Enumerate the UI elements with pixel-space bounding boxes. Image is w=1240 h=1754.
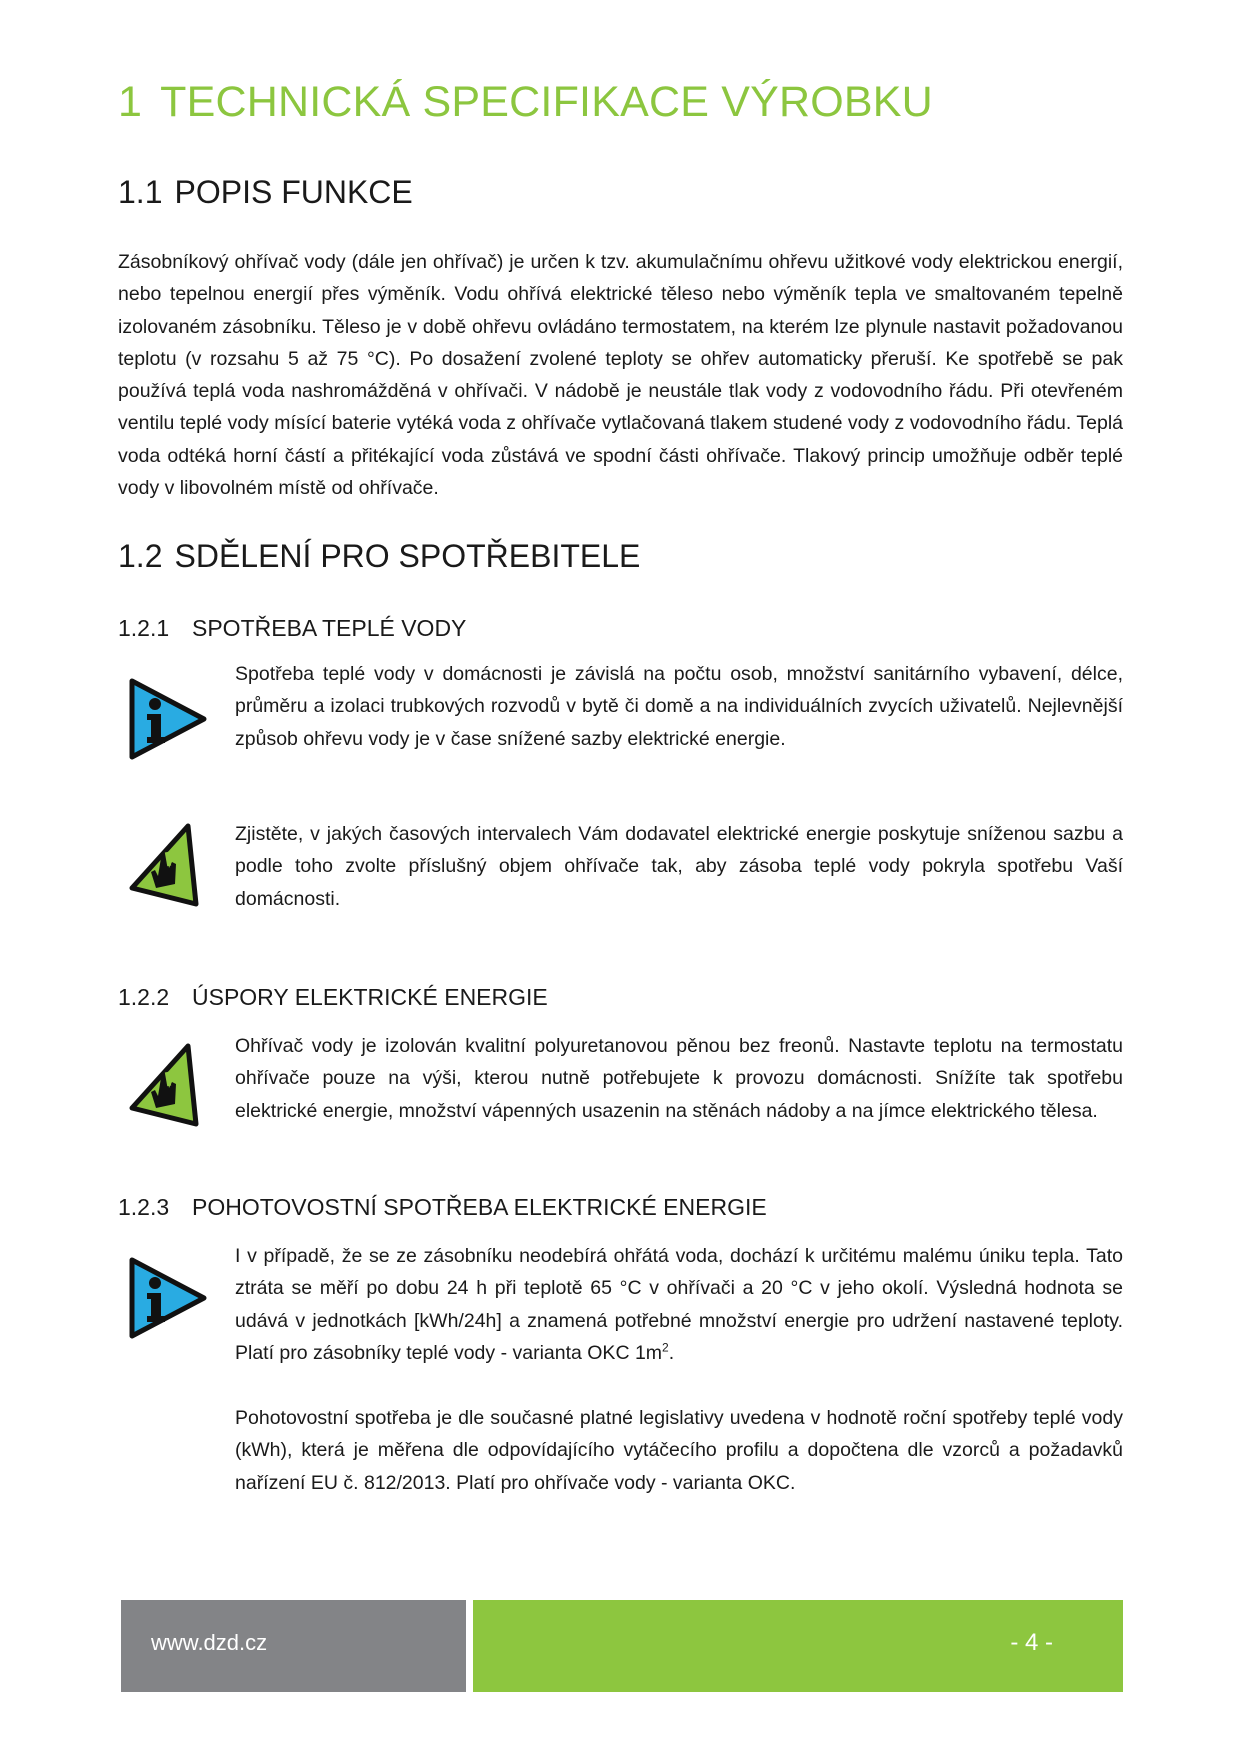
subsection-title: ÚSPORY ELEKTRICKÉ ENERGIE — [192, 984, 548, 1010]
function-description-paragraph: Zásobníkový ohřívač vody (dále jen ohřívač) je určen k tzv. akumulačnímu ohřevu užitkové vody elektrickou energií, nebo tepelnou energií přes výměník. Vodu ohřívá elektrické těleso nebo výměník tepla ve smaltovaném tepelně izolovaném zásobníku. Těleso je v době ohřevu ovládáno termostatem, na kterém lze plynule nastavit požadovanou teplotu (v rozsahu 5 až 75 °C). Po dosažení zvolené teploty se ohřev automaticky přeruší. Ke spotřebě se pak používá teplá voda nashromážděná v ohřívači. V nádobě je neustále tlak vody z vodovodního řádu. Při otevřeném ventilu teplé vody mísící baterie vytéká voda z ohřívače vytlačovaná tlakem studené vody z vodovodního řádu. Teplá voda odtéká horní částí a přitékající voda zůstává ve spodní části ohřívače. Tlakový princip umožňuje odběr teplé vody v libovolném místě od ohřívače. — [118, 251, 1123, 500]
subsection-heading-1-2-1 — [118, 615, 466, 642]
section-number: 1.1 — [118, 174, 163, 210]
section-title: SDĚLENÍ PRO SPOTŘEBITELE — [174, 538, 641, 574]
standby-loss-paragraph — [235, 1240, 1123, 1369]
subsection-heading-1-2-2 — [118, 984, 548, 1011]
subsection-number: 1.2.2 — [118, 984, 170, 1010]
standby-loss-text: I v případě, že se ze zásobníku neodebírá ohřátá voda, dochází k určitému malému úniku tepla. Tato ztráta se měří po dobu 24 h při teplotě 65 °C v ohřívači a 20 °C v jeho okolí. Výsledná hodnota se udává v jednotkách [kWh/24h] a znamená potřebné množství energie pro udržení nastavené teploty. Platí pro zásobníky teplé vody - varianta OKC 1m — [235, 1245, 1123, 1364]
page-number: - 4 - — [1010, 1629, 1053, 1656]
superscript: 2 — [662, 1340, 669, 1355]
page-title — [118, 78, 933, 127]
subsection-number: 1.2.1 — [118, 615, 170, 641]
chapter-number: 1 — [118, 78, 143, 126]
subsection-title: POHOTOVOSTNÍ SPOTŘEBA ELEKTRICKÉ ENERGIE — [192, 1194, 767, 1220]
subsection-title: SPOTŘEBA TEPLÉ VODY — [192, 615, 467, 641]
info-icon — [128, 677, 208, 761]
reduced-tariff-tip-paragraph: Zjistěte, v jakých časových intervalech Vám dodavatel elektrické energie poskytuje sníženou sazbu a podle toho zvolte příslušný objem ohřívače tak, aby zásoba teplé vody pokryla spotřebu Vaší domácnosti. — [235, 823, 1123, 910]
footer-left-bar — [121, 1600, 466, 1692]
hot-water-consumption-paragraph: Spotřeba teplé vody v domácnosti je závislá na počtu osob, množství sanitárního vybavení, délce, průměru a izolaci trubkových rozvodů v bytě či domě a na individuálních zvycích uživatelů. Nejlevnější způsob ohřevu vody je v čase snížené sazby elektrické energie. — [235, 663, 1123, 750]
standby-legislation-paragraph: Pohotovostní spotřeba je dle současné platné legislativy uvedena v hodnotě roční spotřeby teplé vody (kWh), která je měřena dle odpovídajícího vytáčecího profilu a dopočtena dle vzorců a požadavků nařízení EU č. 812/2013. Platí pro ohřívače vody - varianta OKC. — [235, 1407, 1123, 1494]
section-number: 1.2 — [118, 538, 163, 574]
section-heading-1-2 — [118, 538, 640, 575]
footer-website-link[interactable]: www.dzd.cz — [151, 1630, 268, 1655]
sentence-end: . — [668, 1341, 675, 1364]
energy-savings-paragraph: Ohřívač vody je izolován kvalitní polyuretanovou pěnou bez freonů. Nastavte teplotu na termostatu ohřívače pouze na výši, kterou nutně potřebujete k provozu domácnosti. Snížíte tak spotřebu elektrické energie, množství vápenných usazenin na stěnách nádoby a na jímce elektrického tělesa. — [235, 1035, 1123, 1122]
footer-right-bar — [473, 1600, 1123, 1692]
info-icon — [128, 1256, 208, 1340]
hand-warning-icon — [126, 1042, 200, 1128]
subsection-heading-1-2-3 — [118, 1194, 767, 1221]
hand-warning-icon — [126, 822, 200, 908]
section-title: POPIS FUNKCE — [174, 174, 413, 210]
section-heading-1-1 — [118, 174, 413, 211]
subsection-number: 1.2.3 — [118, 1194, 170, 1220]
chapter-title: TECHNICKÁ SPECIFIKACE VÝROBKU — [160, 78, 933, 126]
